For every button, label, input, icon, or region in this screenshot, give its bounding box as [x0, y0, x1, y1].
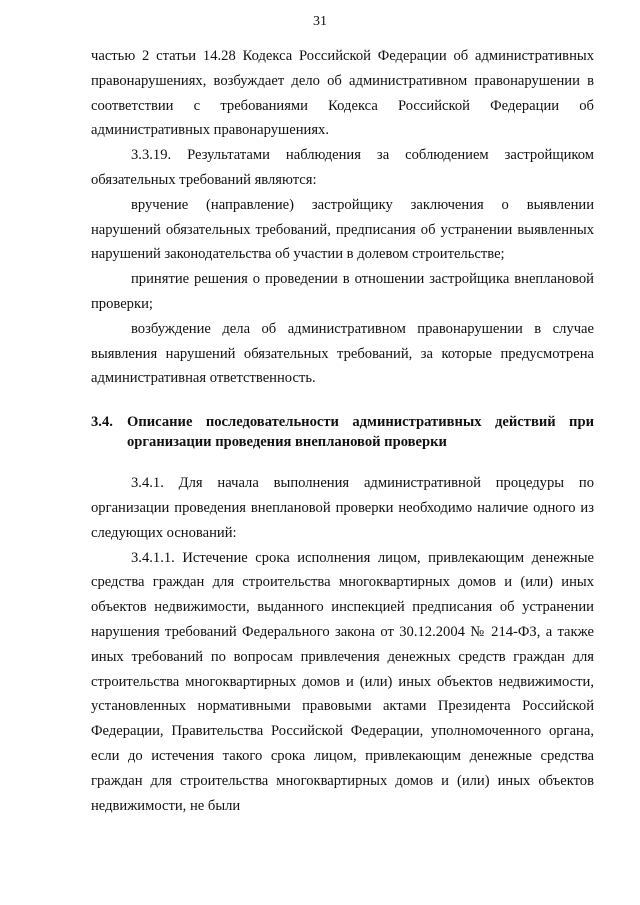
paragraph-result-item-3: возбуждение дела об административном правонарушении в случае выявления нарушений обязательных требований, за которые предусмотрена административная ответственность.: [91, 320, 594, 387]
section-heading-text: Описание последовательности административных действий при организации проведения внеплановой проверки: [127, 414, 594, 451]
paragraph-continuation: частью 2 статьи 14.28 Кодекса Российской Федерации об административных правонарушениях, возбуждает дело об административном правонарушении в соответствии с требованиями Кодекса Российской Федерации об административных правонарушениях.: [91, 48, 594, 139]
paragraph-3-4-1: 3.4.1. Для начала выполнения административной процедуры по организации проведения внеплановой проверки необходимо наличие одного из следующих оснований:: [91, 475, 594, 541]
paragraph-3-3-19: 3.3.19. Результатами наблюдения за соблюдением застройщиком обязательных требований являются:: [91, 147, 594, 188]
paragraph-result-item-2: принятие решения о проведении в отношении застройщика внеплановой проверки;: [91, 271, 594, 312]
page-number: 31: [313, 14, 327, 29]
section-heading-3-4: [91, 412, 594, 452]
document-body: [91, 44, 594, 818]
paragraph-result-item-1: вручение (направление) застройщику заключения о выявлении нарушений обязательных требований, предписания об устранении выявленных нарушений законодательства об участии в долевом строительстве;: [91, 196, 594, 263]
section-heading-number: 3.4.: [91, 414, 113, 431]
paragraph-3-4-1-1: 3.4.1.1. Истечение срока исполнения лицом, привлекающим денежные средства граждан для строительства многоквартирных домов и (или) иных объектов недвижимости, выданного инспекцией предписания об устранении нарушения требований Федерального закона от 30.12.2004 № 214-ФЗ, а также иных требований по вопросам привлечения денежных средств граждан для строительства многоквартирных домов и (или) иных объектов недвижимости, установленных нормативными правовыми актами Президента Российской Федерации, Правительства Российской Федерации, уполномоченного органа, если до истечения такого срока лицом, привлекающим денежные средства граждан для строительства многоквартирных домов и (или) иных объектов недвижимости, не были: [91, 549, 594, 814]
